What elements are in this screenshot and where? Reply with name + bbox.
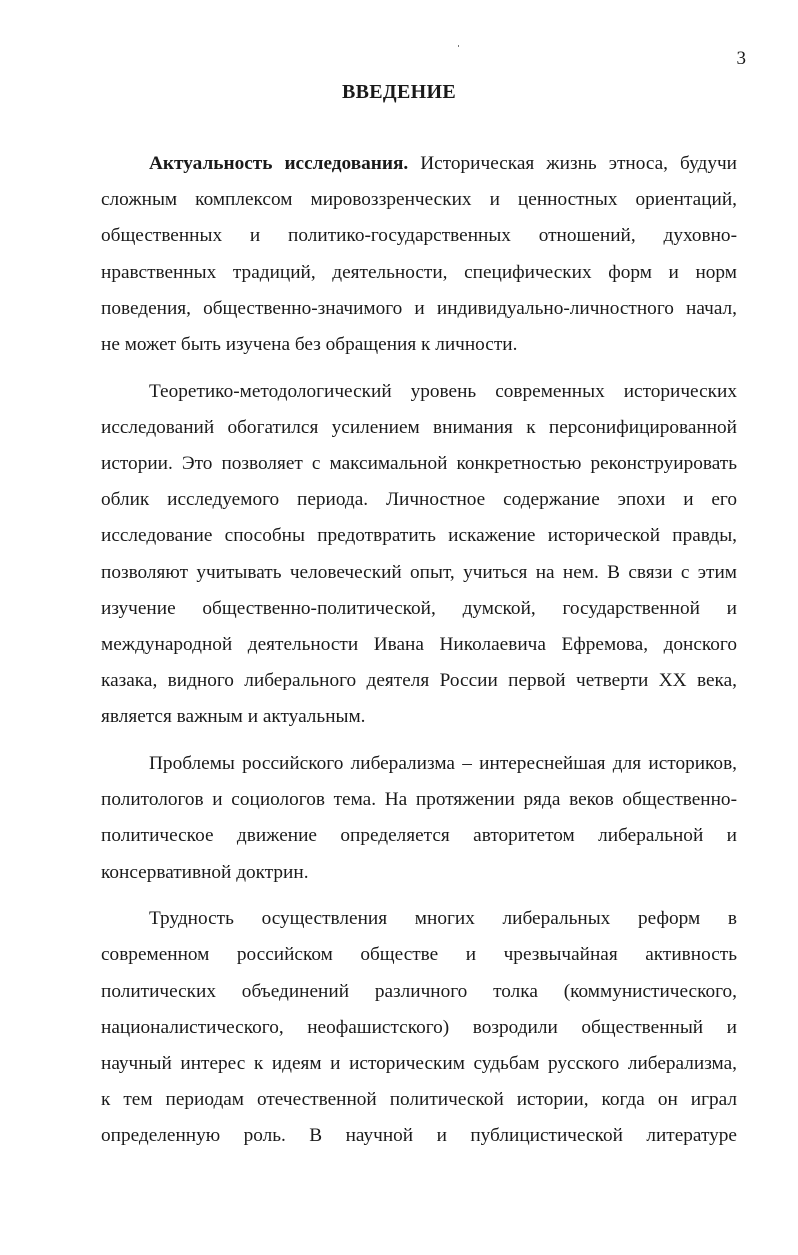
paragraph-line — [101, 146, 737, 182]
paragraph-line: политологов и социологов тема. На протяжении ряда веков общественно- — [101, 789, 737, 811]
paragraph-line: современном российском обществе и чрезвычайная активность — [101, 944, 737, 966]
paragraph-line: облик исследуемого периода. Личностное содержание эпохи и его — [101, 489, 737, 511]
paragraph-line: является важным и актуальным. — [101, 706, 366, 728]
paragraph-line: Проблемы российского либерализма – интереснейшая для историков, — [149, 753, 737, 774]
page-title: ВВЕДЕНИЕ — [342, 81, 456, 103]
paragraph-line: казака, видного либерального деятеля России первой четверти XX века, — [101, 670, 737, 692]
paragraph-line: сложным комплексом мировоззренческих и ценностных ориентаций, — [101, 189, 737, 211]
paragraph-line: Трудность осуществления многих либеральных реформ в — [149, 908, 737, 930]
body-text — [101, 146, 737, 1155]
paragraph-line: политическое движение определяется авторитетом либеральной и — [101, 825, 737, 847]
line-text: Историческая жизнь этноса, будучи — [408, 153, 737, 174]
paragraph-line: исследований обогатился усилением внимания к персонифицированной — [101, 416, 737, 438]
paragraph-line: общественных и политико-государственных отношений, духовно- — [101, 225, 737, 247]
paragraph-liberalism — [101, 746, 737, 891]
paragraph-line: не может быть изучена без обращения к личности. — [101, 333, 518, 355]
paragraph-line: международной деятельности Ивана Николаевича Ефремова, донского — [101, 633, 737, 655]
paragraph-line: научный интерес к идеям и историческим судьбам русского либерализма, — [101, 1053, 737, 1074]
paragraph-line: к тем периодам отечественной политической истории, когда он играл — [101, 1089, 737, 1111]
paragraph-line: Теоретико-методологический уровень современных исторических — [149, 380, 737, 402]
scan-speck — [458, 45, 459, 47]
paragraph-line: изучение общественно-политической, думской, государственной и — [101, 597, 737, 619]
paragraph-line: исследование способны предотвратить искажение исторической правды, — [101, 525, 737, 547]
paragraph-methodology — [101, 374, 737, 736]
paragraph-line: нравственных традиций, деятельности, специфических форм и норм — [101, 261, 737, 283]
paragraph-reforms — [101, 901, 737, 1154]
page-number: 3 — [736, 48, 746, 69]
paragraph-line: националистического, неофашистского) возродили общественный и — [101, 1016, 737, 1038]
paragraph-relevance — [101, 146, 737, 363]
paragraph-line: позволяют учитывать человеческий опыт, учиться на нем. В связи с этим — [101, 561, 737, 583]
paragraph-line: истории. Это позволяет с максимальной конкретностью реконструировать — [101, 453, 737, 474]
section-lead: Актуальность исследования. — [149, 153, 409, 174]
paragraph-line: определенную роль. В научной и публицистической литературе — [101, 1125, 737, 1147]
paragraph-line: политических объединений различного толка (коммунистического, — [101, 980, 737, 1002]
paragraph-line: консервативной доктрин. — [101, 861, 309, 883]
paragraph-line: поведения, общественно-значимого и индивидуально-личностного начал, — [101, 297, 737, 319]
